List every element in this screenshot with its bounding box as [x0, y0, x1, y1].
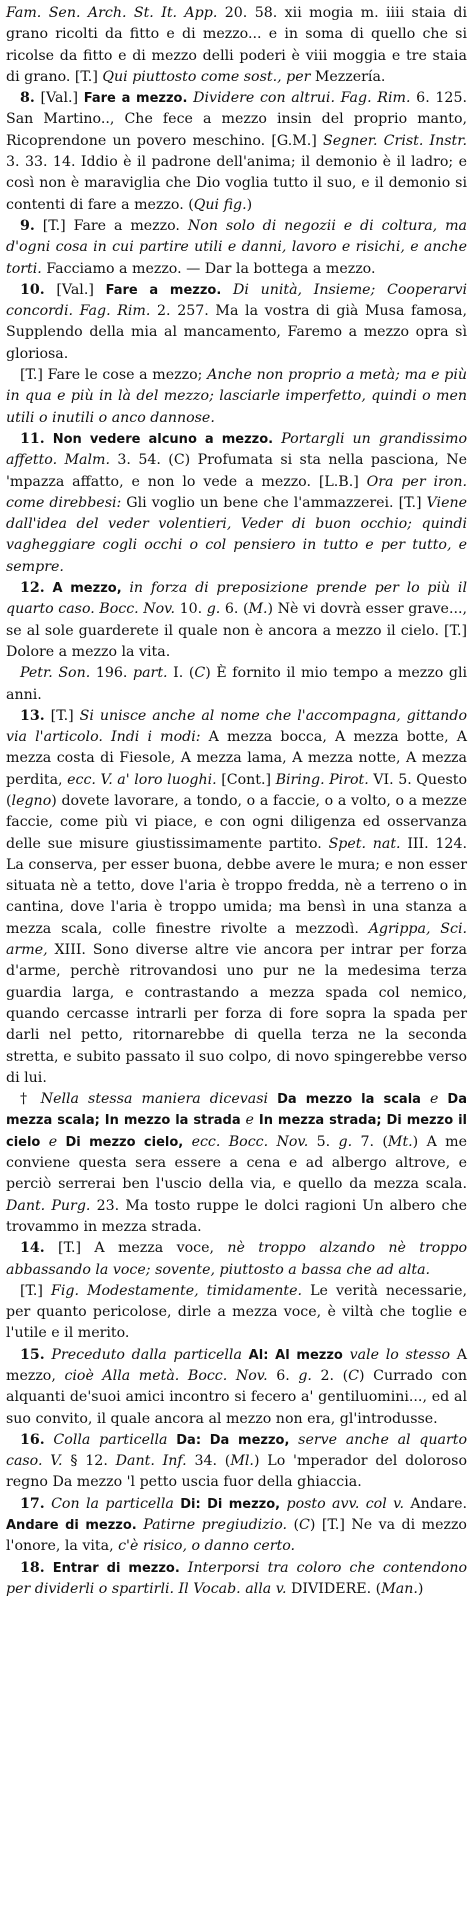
headword-phrase: Da mezza scala; In mezzo la strada: [6, 1092, 467, 1129]
sense-number: 16.: [20, 1431, 45, 1448]
body-text: ) Currado con alquanti de'suoi amici incontro si fecero a' gentiluomini..., ed al suo convito, il quale ancora al mezzo non era, gl'introdusse.: [6, 1368, 467, 1427]
italic-text: C: [348, 1368, 360, 1384]
italic-text: Ora per iron. come direbbesi:: [6, 473, 467, 511]
body-text: [180, 1560, 188, 1576]
body-text: [168, 1432, 177, 1448]
body-text: 6.: [267, 1368, 299, 1384]
italic-text: part.: [133, 665, 168, 682]
body-text: [Cont.]: [216, 771, 276, 788]
italic-text: Viene dall'idea del veder volentieri, Veder di buon occhio; quindi vagheggiare cogli occhi o col pensiero in tutto e per tutto, e sempre.: [6, 494, 467, 575]
entry-paragraph: [6, 429, 467, 578]
body-text: Le verità necessarie, per quanto pericolose, dirle a mezza voce, è viltà che toglie e l'utile e il merito.: [6, 1282, 467, 1342]
body-text: [45, 1560, 53, 1576]
entry-paragraph: [6, 663, 467, 706]
body-text: [268, 1091, 277, 1107]
body-text: ) [T.] Ne va di mezzo l'onore, la vita,: [6, 1517, 467, 1555]
sense-number: 17.: [20, 1495, 45, 1512]
entry-paragraph: [6, 216, 467, 280]
body-text: [289, 1432, 298, 1448]
italic-text: cioè Alla metà. Bocc. Nov.: [64, 1368, 268, 1384]
body-text: ) A me conviene questa sera essere a cena e ad albergo altrove, e perciò serrerai ben l'uscio della via, e quello da mezza scala.: [6, 1133, 468, 1193]
body-text: 196.: [90, 665, 133, 682]
body-text: [242, 1347, 249, 1363]
body-text: 2. 257. Ma la vostra di già Musa famosa, Supplendo della mia al mancamento, Faremo a mezzo opra sì gloriosa.: [6, 303, 468, 362]
headword-phrase: Fare a mezzo.: [105, 282, 222, 298]
body-text: ): [417, 1580, 424, 1597]
italic-text: Interporsi tra coloro che contendono per dividerli o spartirli. Il Vocab. alla v.: [6, 1559, 468, 1597]
sense-number: 11.: [20, 430, 45, 447]
italic-text: e: [429, 1091, 439, 1108]
italic-text: Portargli un grandissimo affetto. Malm.: [6, 430, 468, 469]
sense-number: 18.: [20, 1559, 45, 1576]
entry-paragraph: [6, 1238, 467, 1281]
headword-phrase: Entrar di mezzo.: [52, 1560, 180, 1576]
italic-text: Agrippa, Sci. arme,: [6, 920, 467, 959]
entry-paragraph: [6, 3, 467, 88]
italic-text: Segner. Crist. Instr.: [323, 132, 467, 149]
body-text: III. 124. La conserva, per esser buona, debbe avere le mura; e non esser situata nè a tetto, dove l'aria è troppo fredda, nè a terreno o in cantina, dove l'aria è troppo umida; ma bensì in una stanza a mezza scala, colle finestre rivolte a mezzodì.: [6, 835, 467, 937]
headword-phrase: Da: Da mezzo,: [176, 1432, 290, 1448]
body-text: A mezzo,: [6, 1346, 467, 1384]
headword-phrase: Andare di mezzo.: [6, 1518, 137, 1534]
italic-text: Spet. nat.: [328, 835, 401, 852]
italic-text: Dividere con altrui. Fag. Rim.: [193, 90, 411, 107]
entry-paragraph: [6, 1558, 467, 1601]
italic-text: Si unisce anche al nome che l'accompagna, gittando via l'articolo. Indi i modi:: [6, 707, 467, 746]
body-text: 3. 33. 14. Iddio è il padrone dell'anima; il demonio è il ladro; e così non è maraviglia che Dio voglia tutto il suo, e il demonio si contenti di fare a mezzo. (: [6, 154, 467, 213]
italic-text: g.: [338, 1133, 353, 1150]
body-text: XIII. Sono diverse altre vie ancora per intrar per forza d'arme, perchè ritrovandosi uno pur ne la medesima terza guardia larga, e contrastando a mezza spada col nemico, quando cercasse intrarli per forza di fore sopra la spada per darli nel petto, ritornarebbe di quella terza ne la seconda stretta, e subito passato il suo colpo, di novo spingerebbe verso di lui.: [6, 942, 467, 1086]
sense-number: 9.: [20, 217, 35, 234]
body-text: ): [246, 196, 253, 213]
italic-text: Mt.: [387, 1133, 413, 1150]
body-text: VI. 5. Questo (: [6, 771, 467, 809]
body-text: 6. (: [220, 601, 249, 618]
headword-phrase: In mezza strada; Di mezzo il cielo: [6, 1113, 467, 1150]
body-text: [T.] Fare a mezzo.: [34, 217, 188, 234]
body-text: [221, 282, 233, 298]
sense-number: 10.: [20, 281, 45, 298]
italic-text: serve anche al quarto caso. V.: [6, 1431, 467, 1470]
entry-paragraph: [6, 1089, 467, 1238]
body-text: Andare.: [403, 1495, 467, 1512]
italic-text: nè troppo alzando nè troppo abbassando la voce; sovente, piuttosto a bassa che ad alta.: [6, 1240, 467, 1278]
italic-text: Dant. Inf.: [115, 1453, 187, 1470]
body-text: [T.] Fare le cose a mezzo;: [20, 367, 208, 384]
body-text: 20. 58. xii mogia m. iiii staia di grano ricolti da fitto e di mezzo... e in soma di quello che si ricolse da fitto e di mezzo delli poderi è viii moggia e tre staia di grano. [T.]: [6, 5, 467, 85]
sense-number: 15.: [20, 1346, 45, 1363]
headword-phrase: A mezzo,: [52, 581, 122, 597]
body-text: Gli voglio un bene che l'ammazzerei. [T.]: [121, 494, 427, 511]
italic-text: Colla particella: [53, 1431, 168, 1448]
body-text: Mezzería.: [310, 68, 386, 85]
entry-paragraph: [6, 88, 467, 216]
italic-text: e: [48, 1133, 58, 1150]
body-text: 5.: [308, 1133, 339, 1150]
body-text: [421, 1091, 430, 1107]
italic-text: in forza di preposizione prende per lo più il quarto caso. Bocc. Nov.: [6, 580, 468, 618]
body-text: [57, 1134, 65, 1150]
body-text: ) Lo 'mperador del doloroso regno Da mezzo 'l petto uscia fuor della ghiaccia.: [6, 1453, 467, 1491]
italic-text: Non solo di negozii e di coltura, ma d'ogni cosa in cui partire utili e danni, lavoro e risichi, e anche torti.: [6, 217, 467, 277]
italic-text: C: [299, 1517, 310, 1534]
body-text: I. (: [167, 665, 195, 682]
body-text: Facciamo a mezzo. — Dar la bottega a mezzo.: [41, 260, 376, 277]
body-text: [273, 431, 281, 447]
body-text: 34. (: [186, 1453, 231, 1470]
body-text: 10.: [175, 601, 207, 618]
headword-phrase: Al: Al mezzo: [248, 1347, 343, 1363]
entry-paragraph: [6, 578, 467, 663]
body-text: [T.] A mezza voce,: [44, 1240, 228, 1257]
entry-paragraph: [6, 280, 467, 365]
italic-text: Fig. Modestamente, timidamente.: [51, 1282, 303, 1299]
italic-text: Ml.: [230, 1453, 254, 1470]
italic-text: Fam. Sen. Arch. St. It. App.: [6, 5, 218, 21]
italic-text: Patirne pregiudizio.: [143, 1517, 288, 1534]
italic-text: Dant. Purg.: [6, 1197, 91, 1214]
body-text: [40, 1134, 48, 1150]
italic-text: vale lo stesso: [349, 1346, 450, 1363]
italic-text: Petr. Son.: [20, 665, 91, 682]
italic-text: e: [245, 1112, 254, 1129]
italic-text: c'è risico, o danno certo.: [118, 1538, 296, 1555]
headword-phrase: Di mezzo cielo,: [65, 1134, 184, 1150]
body-text: ) dovete lavorare, a tondo, o a faccie, o a volto, o a mezze faccie, come più vi piace, e con ogni diligenza ed osservanza delle sue misure giustissimamente partito.: [6, 792, 467, 852]
body-text: ) È fornito il mio tempo a mezzo gli anni.: [6, 665, 468, 703]
italic-text: Qui fig.: [193, 196, 247, 213]
entry-paragraph: [6, 1281, 467, 1345]
italic-text: Di unità, Insieme; Cooperarvi concordi. Fag. Rim.: [6, 281, 468, 320]
italic-text: Con la particella: [51, 1495, 174, 1512]
body-text: [343, 1347, 350, 1363]
sense-number: 12.: [20, 580, 45, 597]
body-text: A mezza bocca, A mezza botte, A mezza costa di Fiesole, A mezza lama, A mezza notte, A mezza perdita,: [6, 729, 467, 788]
body-text: DIVIDERE. (: [286, 1580, 382, 1597]
entry-paragraph: [6, 706, 467, 1089]
italic-text: g.: [206, 601, 221, 618]
italic-text: Biring. Pirot.: [275, 771, 369, 788]
body-text: [Val.]: [44, 281, 106, 298]
italic-text: Nella stessa maniera dicevasi: [40, 1091, 269, 1108]
sense-number: 8.: [20, 90, 35, 107]
entry-paragraph: [6, 1345, 467, 1430]
body-text: § 12.: [62, 1453, 116, 1470]
sense-number: 13.: [20, 707, 45, 724]
entry-paragraph: [6, 1494, 467, 1558]
body-text: 6. 125. San Martino.., Che fece a mezzo insin del proprio manto, Ricoprendone un povero meschino. [G.M.]: [6, 90, 467, 149]
headword-phrase: Da mezzo la scala: [277, 1092, 421, 1108]
entry-paragraph: [6, 365, 467, 429]
headword-phrase: Non vedere alcuno a mezzo.: [52, 431, 274, 447]
italic-text: ecc. V. a' loro luoghi.: [67, 771, 217, 788]
body-text: (: [287, 1517, 300, 1534]
italic-text: Qui piuttosto come sost., per: [102, 68, 311, 85]
headword-phrase: Fare a mezzo.: [83, 91, 188, 107]
body-text: ) Nè vi dovrà esser grave..., se al sole guarderete il quale non è ancora a mezzo il cielo. [T.] Dolore a mezzo la vita.: [6, 601, 467, 660]
body-text: 3. 54. (C) Profumata si sta nella pasciona, Ne 'mpazza affatto, e non lo vede a mezzo. [L.B.]: [6, 452, 468, 490]
italic-text: posto avv. col v.: [286, 1495, 404, 1512]
body-text: 23. Ma tosto ruppe le dolci ragioni Un albero che trovammo in mezza strada.: [6, 1197, 468, 1235]
sense-number: 14.: [20, 1240, 45, 1257]
italic-text: M.: [248, 601, 268, 618]
italic-text: Preceduto dalla particella: [51, 1346, 242, 1363]
italic-text: C: [194, 665, 206, 682]
body-text: [T.]: [44, 707, 80, 724]
italic-text: Anche non proprio a metà; ma e più in qua e più in là del mezzo; lasciarle imperfetto, quindi o men utili o inutili o anco dannose.: [6, 367, 467, 426]
body-text: 7. (: [352, 1133, 388, 1150]
body-text: [Val.]: [34, 90, 84, 107]
body-text: 2. (: [311, 1368, 349, 1384]
body-text: [T.]: [20, 1282, 52, 1299]
body-text: †: [20, 1091, 41, 1108]
entry-paragraph: [6, 1430, 467, 1494]
italic-text: legno: [11, 792, 52, 809]
italic-text: Man.: [381, 1580, 418, 1597]
italic-text: ecc. Bocc. Nov.: [191, 1133, 309, 1150]
body-text: [45, 431, 53, 447]
body-text: [183, 1134, 191, 1150]
headword-phrase: Di: Di mezzo,: [180, 1496, 281, 1512]
italic-text: g.: [298, 1368, 312, 1384]
